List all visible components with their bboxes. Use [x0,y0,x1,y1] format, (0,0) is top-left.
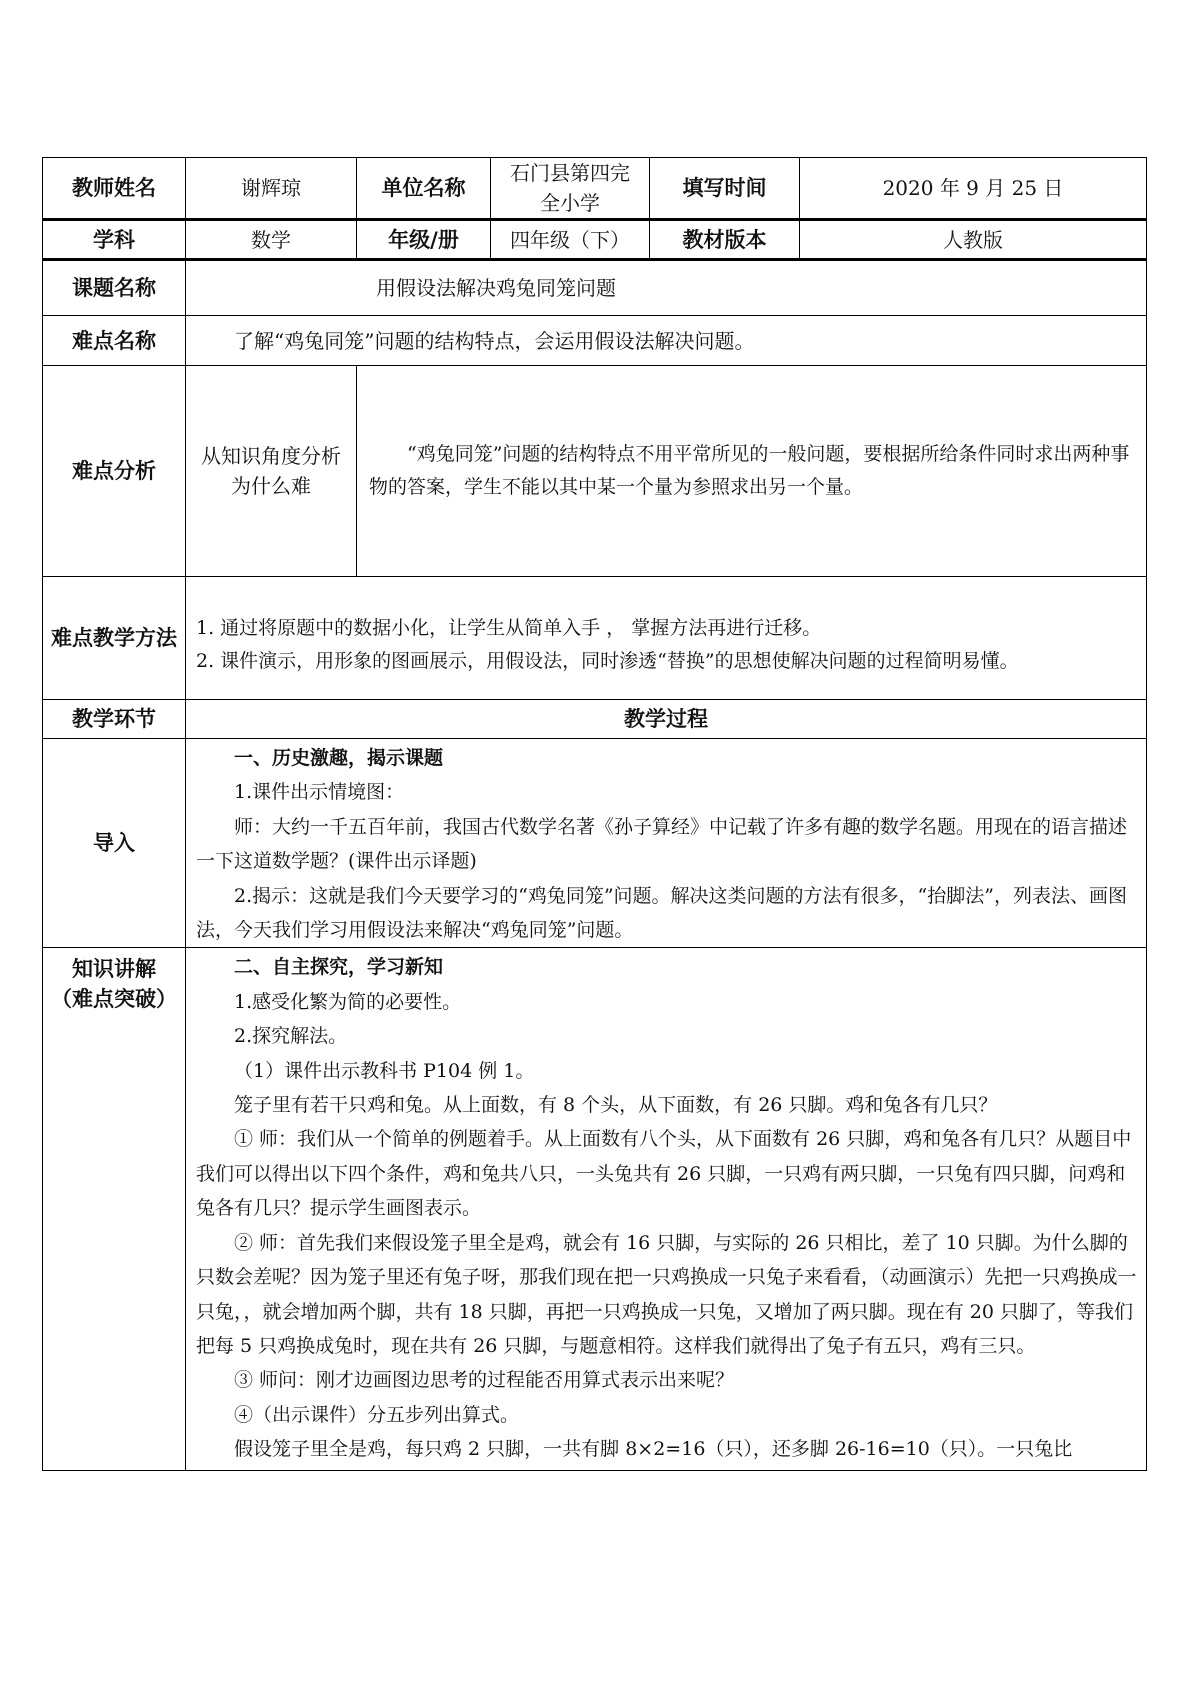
knowledge-label-line-1: 知识讲解 [72,957,156,982]
method-line-2: 2. 课件演示，用形象的图画展示，用假设法，同时渗透“替换”的思想使解决问题的过程简明易懂。 [196,650,1019,672]
analysis-text: “鸡兔同笼”问题的结构特点不用平常所见的一般问题，要根据所给条件同时求出两种事物的答案，学生不能以其中某一个量为参照求出另一个量。 [357,366,1147,577]
lesson-plan-table [42,157,1147,1471]
intro-paragraph-3: 2.揭示：这就是我们今天要学习的“鸡兔同笼”问题。解决这类问题的方法有很多，“抬脚法”，列表法、画图法，今天我们学习用假设法来解决“鸡兔同笼”问题。 [196,884,1127,942]
grade-label: 年级/册 [357,220,491,260]
edition-value: 人教版 [800,220,1147,260]
knowledge-paragraph-4: 笼子里有若干只鸡和兔。从上面数，有 8 个头，从下面数，有 26 只脚。鸡和兔各有几只？ [234,1094,998,1117]
knowledge-label [43,948,186,1471]
knowledge-label-line-2: （难点突破） [51,987,177,1012]
unit-name-value: 石门县第四完全小学 [491,158,650,220]
intro-paragraph-2: 师：大约一千五百年前，我国古代数学名著《孙子算经》中记载了许多有趣的数学名题。用现在的语言描述一下这道数学题？(课件出示译题) [196,815,1128,873]
knowledge-paragraph-3: （1）课件出示教科书 P104 例 1。 [234,1059,535,1082]
knowledge-paragraph-2: 2.探究解法。 [234,1025,348,1048]
analysis-label: 难点分析 [43,366,186,577]
knowledge-paragraph-1: 1.感受化繁为简的必要性。 [234,990,462,1013]
knowledge-heading: 二、自主探究，学习新知 [234,956,444,979]
method-label: 难点教学方法 [43,577,186,700]
intro-heading: 一、历史激趣，揭示课题 [234,747,444,769]
topic-value: 用假设法解决鸡兔同笼问题 [186,260,1147,316]
fill-time-value: 2020 年 9 月 25 日 [800,158,1147,220]
knowledge-cell [186,948,1147,1471]
knowledge-paragraph-9: 假设笼子里全是鸡，每只鸡 2 只脚，一共有脚 8×2=16（只），还多脚 26-16=10（只）。一只兔比 [234,1438,1073,1461]
knowledge-paragraph-8: ④（出示课件）分五步列出算式。 [234,1403,520,1426]
teacher-name-value: 谢辉琼 [186,158,357,220]
subject-value: 数学 [186,220,357,260]
teacher-name-label: 教师姓名 [43,158,186,220]
intro-paragraph-1: 1.课件出示情境图： [234,781,405,804]
intro-cell [186,739,1147,948]
intro-label: 导入 [43,739,186,948]
process-header: 教学过程 [186,700,1147,739]
subject-label: 学科 [43,220,186,260]
knowledge-paragraph-7: ③ 师问：刚才边画图边思考的过程能否用算式表示出来呢？ [234,1369,735,1392]
knowledge-paragraph-6: ② 师：首先我们来假设笼子里全是鸡，就会有 16 只脚，与实际的 26 只相比，差了 10 只脚。为什么脚的只数会差呢？因为笼子里还有兔子呀，那我们现在把一只鸡换成一只兔子来看看，（动画演示）先把一只鸡换成一只兔，，就会增加两个脚，共有 18 只脚，再把一只鸡换成一只兔，又增加了两只脚。现在有 20 只脚了，等我们把每 5 只鸡换成兔时，现在共有 26 只脚，与题意相符。这样我们就得出了兔子有五只，鸡有三只。 [196,1231,1137,1357]
unit-name-label: 单位名称 [357,158,491,220]
difficulty-label: 难点名称 [43,316,186,366]
method-line-1: 1. 通过将原题中的数据小化，让学生从简单入手 ， 掌握方法再进行迁移。 [196,617,822,639]
grade-value: 四年级（下） [491,220,650,260]
method-cell [186,577,1147,700]
knowledge-paragraph-5: ① 师：我们从一个简单的例题着手。从上面数有八个头，从下面数有 26 只脚，鸡和兔各有几只？从题目中我们可以得出以下四个条件，鸡和兔共八只，一头兔共有 26 只脚，一只鸡有两只脚，一只兔有四只脚，问鸡和兔各有几只？提示学生画图表示。 [196,1128,1132,1220]
edition-label: 教材版本 [650,220,800,260]
fill-time-label: 填写时间 [650,158,800,220]
topic-label: 课题名称 [43,260,186,316]
stage-header: 教学环节 [43,700,186,739]
difficulty-value: 了解“鸡兔同笼”问题的结构特点，会运用假设法解决问题。 [186,316,1147,366]
analysis-sublabel: 从知识角度分析为什么难 [186,366,357,577]
